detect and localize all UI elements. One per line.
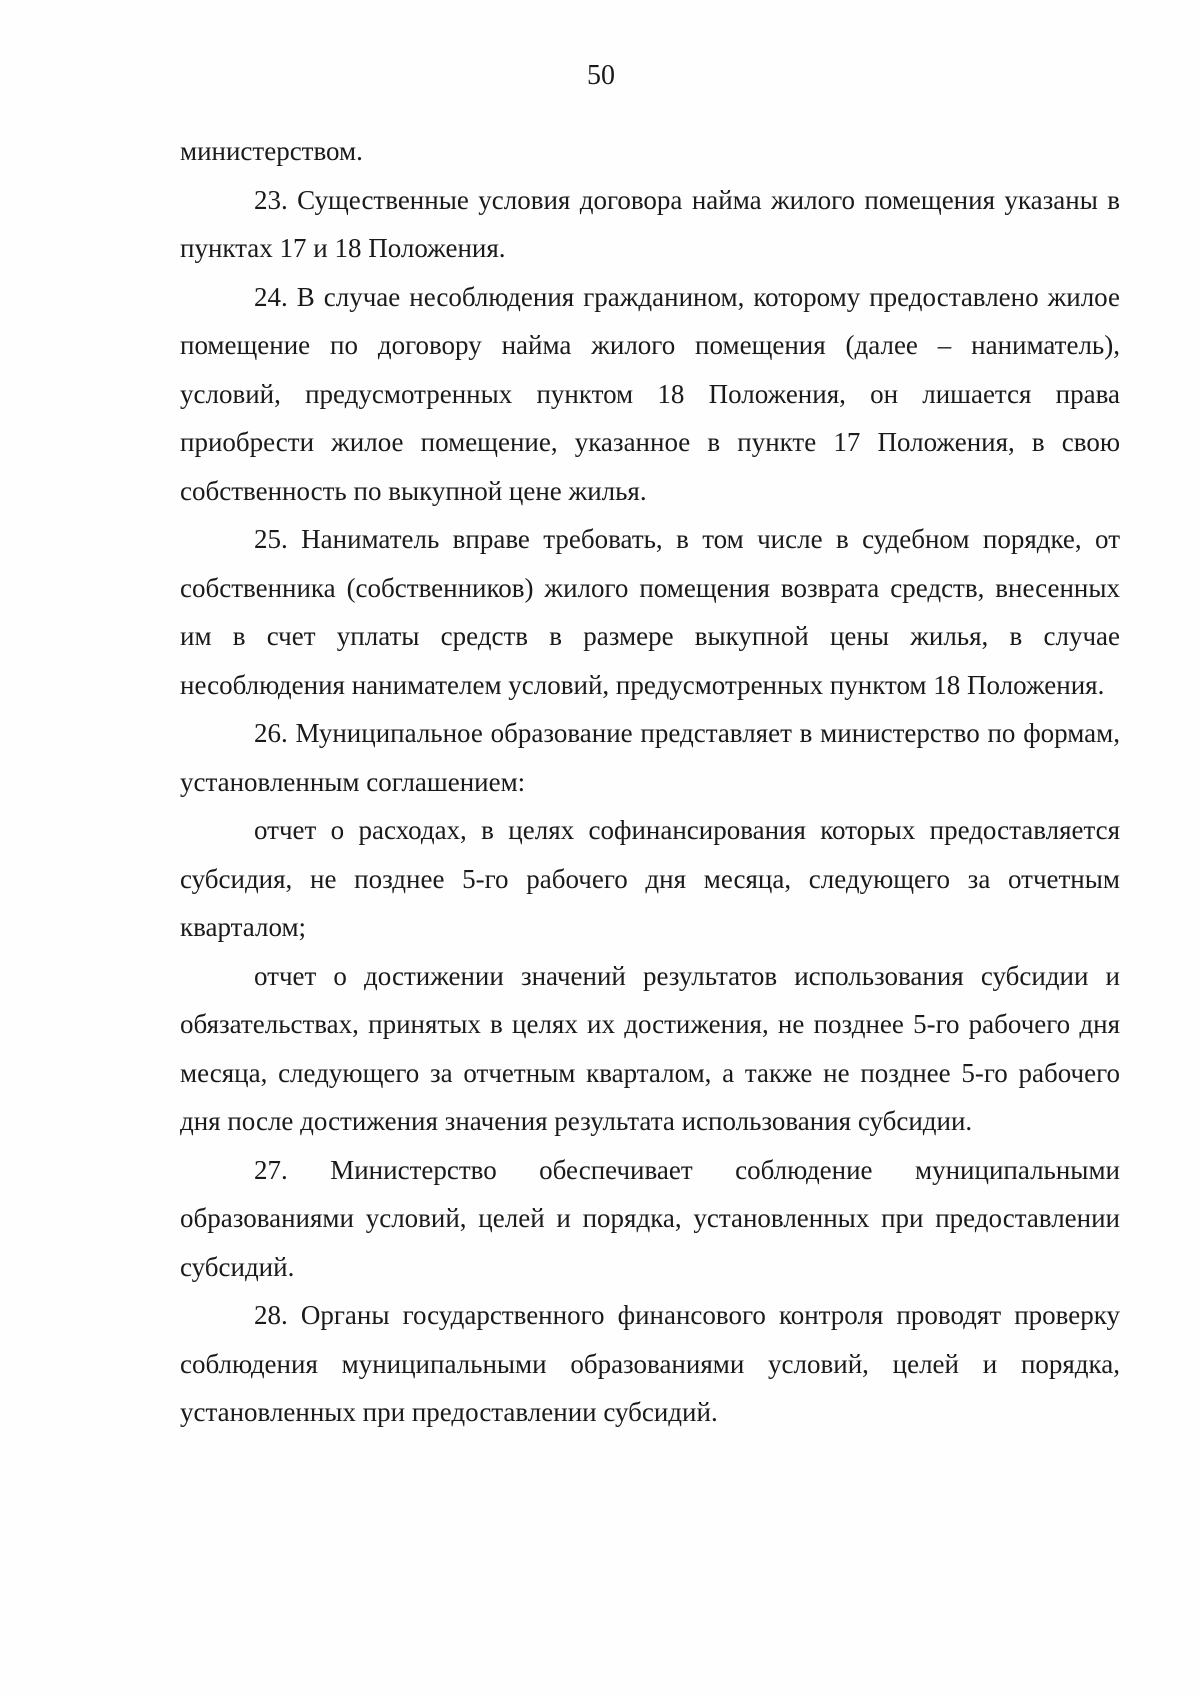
page-number: 50 [587, 60, 615, 91]
paragraph-25: 25. Наниматель вправе требовать, в том числе в судебном порядке, от собственника (собственников) жилого помещения возврата средств, внесенных им в счет уплаты средств в размере выкупной цены жилья, в случае несоблюдения нанимателем условий, предусмотренных пунктом 18 Положения. [180, 524, 1120, 700]
paragraph-continuation: министерством. [180, 136, 363, 166]
paragraph-26-report-expenses: отчет о расходах, в целях софинансирования которых предоставляется субсидия, не позднее 5-го рабочего дня месяца, следующего за отчетным кварталом; [180, 815, 1120, 942]
document-body [180, 127, 1120, 1437]
paragraph-26: 26. Муниципальное образование представляет в министерство по формам, установленным соглашением: [180, 718, 1120, 797]
paragraph-24: 24. В случае несоблюдения гражданином, которому предоставлено жилое помещение по договору найма жилого помещения (далее – наниматель), условий, предусмотренных пунктом 18 Положения, он лишается права приобрести жилое помещение, указанное в пункте 17 Положения, в свою собственность по выкупной цене жилья. [180, 281, 1120, 506]
paragraph-28: 28. Органы государственного финансового контроля проводят проверку соблюдения муниципальными образованиями условий, целей и порядка, установленных при предоставлении субсидий. [180, 1300, 1120, 1427]
paragraph-27: 27. Министерство обеспечивает соблюдение муниципальными образованиями условий, целей и порядка, установленных при предоставлении субсидий. [180, 1154, 1120, 1282]
paragraph-26-report-results: отчет о достижении значений результатов использования субсидии и обязательствах, принятых в целях их достижения, не позднее 5-го рабочего дня месяца, следующего за отчетным кварталом, а также не позднее 5-го рабочего дня после достижения значения результата использования субсидии. [180, 960, 1120, 1136]
paragraph-23: 23. Существенные условия договора найма жилого помещения указаны в пунктах 17 и 18 Положения. [180, 184, 1120, 263]
